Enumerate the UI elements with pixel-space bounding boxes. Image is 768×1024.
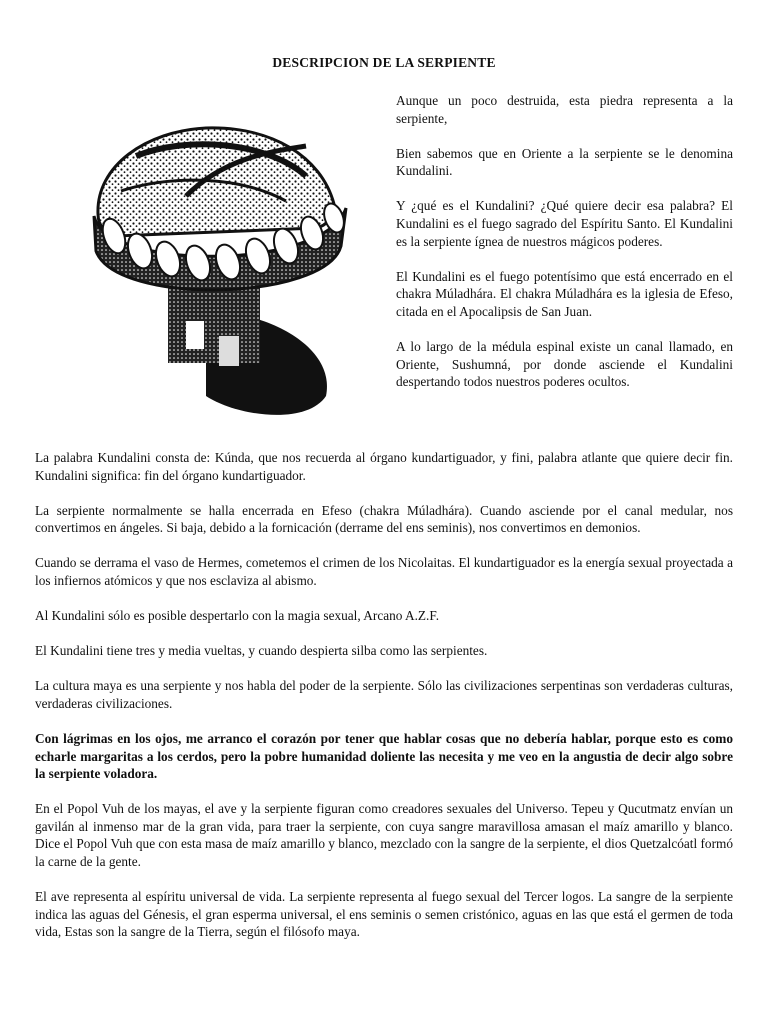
- right-column: [396, 92, 733, 408]
- paragraph: El ave representa al espíritu universal de vida. La serpiente representa al fuego sexual del Tercer logos. La sangre de la serpiente indica las aguas del Génesis, el gran esperma universal, el ens seminis o semen cristónico, aguas en las que está el germen de toda vida, Estas son la sangre de la Tierra, según el filósofo maya.: [35, 889, 733, 940]
- paragraph: Al Kundalini sólo es posible despertarlo con la magia sexual, Arcano A.Z.F.: [35, 608, 440, 624]
- paragraph: La palabra Kundalini consta de: Kúnda, que nos recuerda al órgano kundartiguador, y fini, palabra atlante que quiere decir fin. Kundalini significa: fin del órgano kundartiguador.: [35, 450, 733, 483]
- paragraph: El Kundalini es el fuego potentísimo que está encerrado en el chakra Múladhára. El chakra Múladhára es la iglesia de Efeso, citada en el Apocalipsis de San Juan.: [396, 268, 733, 319]
- paragraph: Cuando se derrama el vaso de Hermes, cometemos el crimen de los Nicolaitas. El kundartiguador es la energía sexual proyectada a los infiernos atómicos y que nos esclaviza al abismo.: [35, 555, 733, 588]
- main-text: [35, 449, 733, 958]
- bold-paragraph: Con lágrimas en los ojos, me arranco el corazón por tener que hablar cosas que no debería hablar, porque esto es como echarle margaritas a los cerdos, pero la pobre humanidad doliente las necesita y me veo en la angustia de decir algo sobre la serpiente voladora.: [35, 730, 733, 782]
- paragraph: La serpiente normalmente se halla encerrada en Efeso (chakra Múladhára). Cuando asciende por el canal medular, nos convertimos en ángeles. Si baja, debido a la fornicación (derrame del ens seminis), nos convertimos en demonios.: [35, 502, 733, 536]
- paragraph: El Kundalini tiene tres y media vueltas, y cuando despierta silba como las serpientes.: [35, 643, 488, 659]
- paragraph: A lo largo de la médula espinal existe un canal llamado, en Oriente, Sushumná, por donde asciende el Kundalini despertando todos nuestros poderes ocultos.: [396, 338, 733, 390]
- paragraph: Aunque un poco destruida, esta piedra representa a la serpiente,: [396, 93, 733, 126]
- paragraph: La cultura maya es una serpiente y nos habla del poder de la serpiente. Sólo las civilizaciones serpentinas son verdaderas culturas, verdaderas civilizaciones.: [35, 678, 733, 711]
- paragraph: Bien sabemos que en Oriente a la serpiente se le denomina Kundalini.: [396, 145, 733, 179]
- paragraph: Y ¿qué es el Kundalini? ¿Qué quiere decir esa palabra? El Kundalini es el fuego sagrado del Espíritu Santo. El Kundalini es la serpiente ígnea de nuestros mágicos poderes.: [396, 198, 733, 249]
- paragraph: En el Popol Vuh de los mayas, el ave y la serpiente figuran como creadores sexuales del Universo. Tepeu y Qucutmatz envían un gavilán al inmenso mar de la gran vida, para traer la serpiente, con cuya sangre maravillosa amasan el maíz amarillo y blanco. Dice el Popol Vuh que con esta masa de maíz amarillo y blanco, mezclado con la sangre de la serpiente, el dios Quetzalcóatl formó la carne de la gente.: [35, 801, 733, 869]
- page-title: DESCRIPCION DE LA SERPIENTE: [272, 55, 496, 70]
- serpent-stone-illustration: [36, 96, 382, 442]
